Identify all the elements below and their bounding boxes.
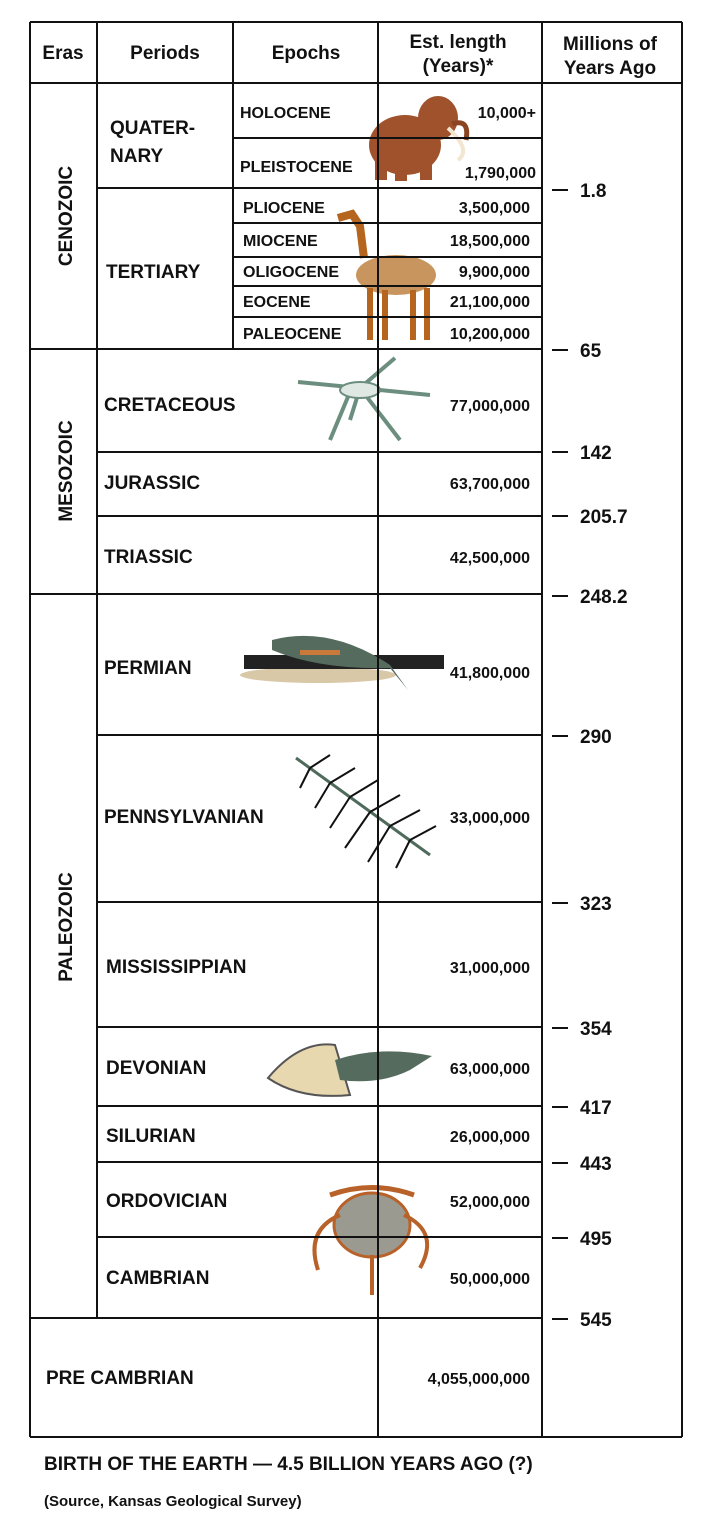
epoch-miocene: MIOCENE bbox=[243, 233, 318, 250]
length-oligocene: 9,900,000 bbox=[458, 264, 530, 281]
period-pennsylvanian: PENNSYLVANIAN bbox=[104, 807, 264, 828]
header-periods: Periods bbox=[130, 43, 200, 64]
fern-illustration bbox=[296, 755, 436, 868]
header-eras: Eras bbox=[42, 43, 84, 64]
length-pennsylvanian: 33,000,000 bbox=[449, 810, 530, 827]
length-jurassic: 63,700,000 bbox=[449, 476, 530, 493]
length-holocene: 10,000+ bbox=[477, 105, 536, 122]
camel-illustration bbox=[338, 214, 436, 340]
length-pleistocene: 1,790,000 bbox=[464, 165, 536, 182]
period-cretaceous: CRETACEOUS bbox=[104, 395, 236, 416]
source-caption: (Source, Kansas Geological Survey) bbox=[44, 1493, 302, 1510]
length-precambrian: 4,055,000,000 bbox=[427, 1371, 530, 1388]
pterosaur-illustration bbox=[298, 358, 430, 440]
length-eocene: 21,100,000 bbox=[449, 294, 530, 311]
mya-323: 323 bbox=[580, 894, 612, 915]
mya-ticks bbox=[552, 190, 568, 1319]
period-quaternary-line2: NARY bbox=[110, 146, 164, 167]
length-triassic: 42,500,000 bbox=[449, 550, 530, 567]
era-mesozoic: MESOZOIC bbox=[56, 420, 77, 522]
mya-443: 443 bbox=[580, 1154, 612, 1175]
mya-142: 142 bbox=[580, 443, 612, 464]
mya-290: 290 bbox=[580, 727, 612, 748]
mya-417: 417 bbox=[580, 1098, 612, 1119]
mya-65: 65 bbox=[580, 341, 602, 362]
length-paleocene: 10,200,000 bbox=[449, 326, 530, 343]
epoch-eocene: EOCENE bbox=[243, 294, 311, 311]
header-mya-line2: Years Ago bbox=[563, 58, 657, 79]
period-permian: PERMIAN bbox=[104, 658, 192, 679]
period-quaternary-line1: QUATER- bbox=[110, 118, 196, 139]
period-devonian: DEVONIAN bbox=[106, 1058, 207, 1079]
length-cretaceous: 77,000,000 bbox=[449, 398, 530, 415]
length-cambrian: 50,000,000 bbox=[449, 1271, 530, 1288]
period-silurian: SILURIAN bbox=[106, 1126, 196, 1147]
period-cambrian: CAMBRIAN bbox=[106, 1268, 210, 1289]
length-permian: 41,800,000 bbox=[449, 665, 530, 682]
mya-545: 545 bbox=[580, 1310, 612, 1331]
epoch-pliocene: PLIOCENE bbox=[243, 200, 325, 217]
trilobite-illustration bbox=[314, 1188, 427, 1296]
header-est-length-line2: (Years)* bbox=[422, 56, 494, 77]
era-paleozoic: PALEOZOIC bbox=[56, 872, 77, 982]
permian-fish-illustration bbox=[240, 636, 444, 690]
length-pliocene: 3,500,000 bbox=[458, 200, 530, 217]
length-miocene: 18,500,000 bbox=[449, 233, 530, 250]
epoch-oligocene: OLIGOCENE bbox=[243, 264, 340, 281]
length-ordovician: 52,000,000 bbox=[449, 1194, 530, 1211]
epoch-holocene: HOLOCENE bbox=[240, 105, 331, 122]
header-epochs: Epochs bbox=[271, 43, 341, 64]
length-mississippian: 31,000,000 bbox=[449, 960, 530, 977]
header-est-length-line1: Est. length bbox=[409, 32, 507, 53]
devonian-fish-illustration bbox=[268, 1044, 432, 1096]
period-tertiary: TERTIARY bbox=[106, 262, 201, 283]
header-mya-line1: Millions of bbox=[563, 34, 657, 55]
length-devonian: 63,000,000 bbox=[449, 1061, 530, 1078]
mya-1-8: 1.8 bbox=[580, 181, 607, 202]
mya-495: 495 bbox=[580, 1229, 612, 1250]
birth-of-earth-caption: BIRTH OF THE EARTH — 4.5 BILLION YEARS AGO (?) bbox=[44, 1454, 533, 1475]
length-silurian: 26,000,000 bbox=[449, 1129, 530, 1146]
mya-354: 354 bbox=[580, 1019, 612, 1040]
era-precambrian: PRE CAMBRIAN bbox=[46, 1368, 194, 1389]
mya-248-2: 248.2 bbox=[580, 587, 628, 608]
epoch-paleocene: PALEOCENE bbox=[243, 326, 342, 343]
mya-205-7: 205.7 bbox=[580, 507, 628, 528]
period-jurassic: JURASSIC bbox=[104, 473, 201, 494]
period-ordovician: ORDOVICIAN bbox=[106, 1191, 228, 1212]
era-cenozoic: CENOZOIC bbox=[56, 165, 77, 267]
period-mississippian: MISSISSIPPIAN bbox=[106, 957, 247, 978]
epoch-pleistocene: PLEISTOCENE bbox=[240, 159, 353, 176]
period-triassic: TRIASSIC bbox=[104, 547, 193, 568]
